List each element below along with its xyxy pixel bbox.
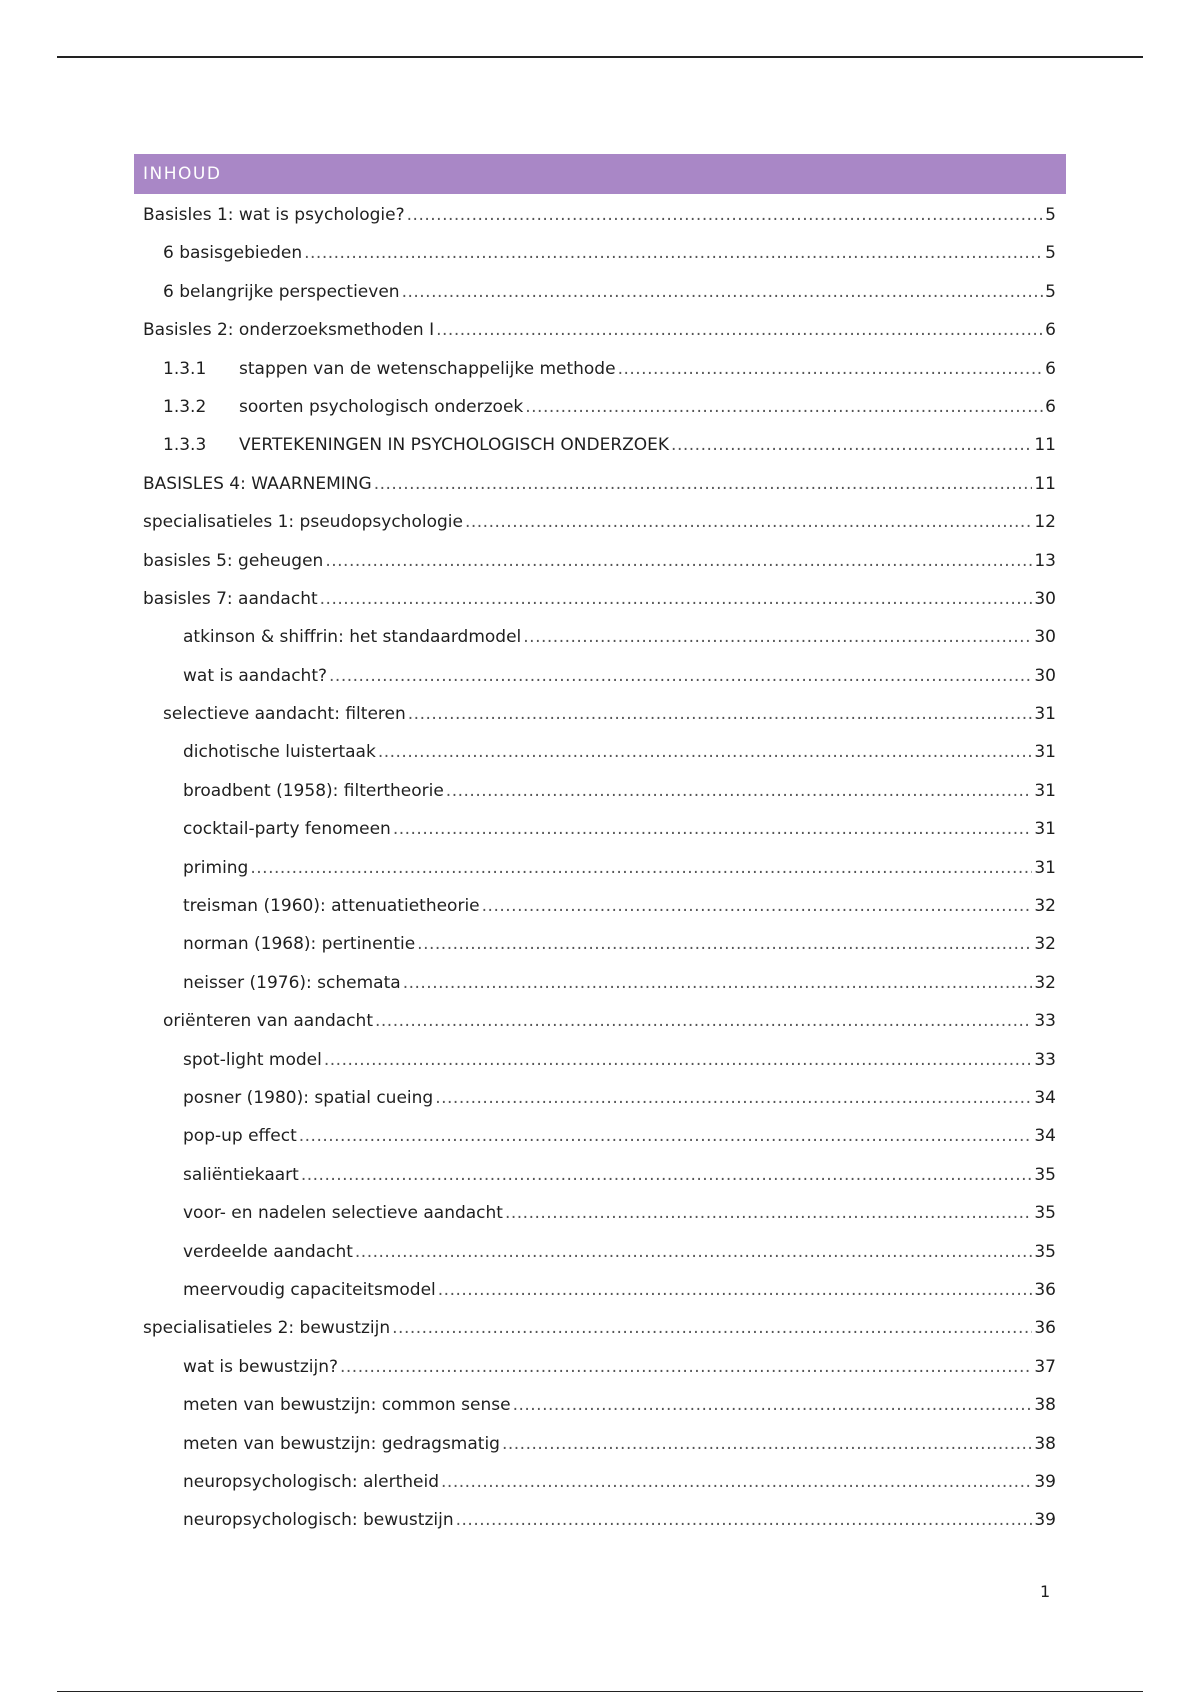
- toc-entry[interactable]: [134, 772, 1066, 810]
- toc-entry-page: 35: [1034, 1164, 1056, 1185]
- toc-entry-label: dichotische luistertaak: [183, 742, 376, 763]
- toc-entry-page: 6: [1045, 396, 1056, 417]
- toc-dot-leader: [456, 1501, 1033, 1539]
- toc-entry[interactable]: [134, 234, 1066, 272]
- toc-dot-leader: [355, 1233, 1032, 1271]
- toc-entry-label: meten van bewustzijn: common sense: [183, 1395, 511, 1416]
- toc-dot-leader: [304, 234, 1043, 272]
- toc-entry-page: 35: [1034, 1203, 1056, 1224]
- toc-entry-label: basisles 5: geheugen: [143, 550, 324, 571]
- toc-entry-label: oriënteren van aandacht: [163, 1011, 373, 1032]
- toc-entry-label: BASISLES 4: WAARNEMING: [143, 473, 372, 494]
- toc-entry-label: wat is bewustzijn?: [183, 1356, 338, 1377]
- toc-dot-leader: [417, 925, 1032, 963]
- toc-entry-page: 34: [1034, 1126, 1056, 1147]
- toc-entry-label: neisser (1976): schemata: [183, 972, 401, 993]
- toc-entry[interactable]: [134, 1463, 1066, 1501]
- toc-entry[interactable]: [134, 465, 1066, 503]
- toc-entry-page: 5: [1045, 205, 1056, 225]
- toc-dot-leader: [299, 1117, 1033, 1155]
- toc-dot-leader: [505, 1194, 1032, 1232]
- toc-entry-page: 33: [1034, 1011, 1056, 1032]
- toc-entry-label: broadbent (1958): filtertheorie: [183, 780, 444, 801]
- toc-entry[interactable]: [134, 1271, 1066, 1309]
- toc-entry-label: basisles 7: aandacht: [143, 588, 318, 609]
- toc-entry[interactable]: [134, 388, 1066, 426]
- toc-entry[interactable]: [134, 196, 1066, 234]
- toc-entry-label: spot-light model: [183, 1049, 322, 1070]
- toc-entry-label: voor- en nadelen selectieve aandacht: [183, 1203, 503, 1224]
- toc-entry-label: verdeelde aandacht: [183, 1241, 353, 1262]
- toc-entry-label: pop-up effect: [183, 1126, 297, 1147]
- toc-dot-leader: [324, 1041, 1032, 1079]
- toc-entry-label: saliëntiekaart: [183, 1164, 299, 1185]
- toc-entry[interactable]: [134, 1386, 1066, 1424]
- toc-entry-label: meten van bewustzijn: gedragsmatig: [183, 1433, 500, 1454]
- toc-entry[interactable]: [134, 618, 1066, 656]
- toc-entry-label: 6 belangrijke perspectieven: [163, 281, 400, 302]
- toc-entry-page: 36: [1034, 1318, 1056, 1339]
- toc-dot-leader: [374, 465, 1033, 503]
- toc-entry[interactable]: [134, 1501, 1066, 1539]
- toc-dot-leader: [301, 1156, 1033, 1194]
- toc-entry-label: Basisles 1: wat is psychologie?: [143, 205, 405, 225]
- toc-entry[interactable]: [134, 1233, 1066, 1271]
- toc-entry-page: 13: [1034, 550, 1056, 571]
- toc-entry-page: 12: [1034, 512, 1056, 533]
- toc-dot-leader: [250, 849, 1032, 887]
- toc-dot-leader: [446, 772, 1033, 810]
- toc-entry[interactable]: [134, 542, 1066, 580]
- toc-dot-leader: [671, 426, 1032, 464]
- toc-entry-label: cocktail-party fenomeen: [183, 819, 391, 840]
- toc-entry[interactable]: [134, 695, 1066, 733]
- toc-entry-page: 31: [1034, 857, 1056, 878]
- toc-entry[interactable]: [134, 887, 1066, 925]
- toc-entry[interactable]: [134, 580, 1066, 618]
- toc-dot-leader: [402, 273, 1044, 311]
- toc-entry-page: 36: [1034, 1279, 1056, 1300]
- toc-dot-leader: [502, 1425, 1032, 1463]
- toc-entry[interactable]: [134, 810, 1066, 848]
- toc-entry[interactable]: [134, 503, 1066, 541]
- toc-entry-page: 31: [1034, 819, 1056, 840]
- toc-entry[interactable]: [134, 1348, 1066, 1386]
- toc-entry-label: norman (1968): pertinentie: [183, 934, 416, 955]
- toc-entry-number: 1.3.3: [163, 435, 207, 456]
- toc-entry[interactable]: [134, 1425, 1066, 1463]
- toc-entry-page: 31: [1034, 780, 1056, 801]
- toc-entry-page: 39: [1034, 1510, 1056, 1531]
- toc-dot-leader: [618, 350, 1044, 388]
- toc-entry-label: priming: [183, 857, 249, 878]
- toc-entry[interactable]: [134, 1002, 1066, 1040]
- toc-entry-number: 1.3.1: [163, 358, 207, 379]
- table-of-contents: [134, 154, 1066, 1540]
- toc-entry[interactable]: [134, 1079, 1066, 1117]
- toc-entry-page: 35: [1034, 1241, 1056, 1262]
- toc-heading: INHOUD: [134, 154, 1066, 194]
- header-rule: [57, 56, 1143, 58]
- toc-entry-page: 11: [1034, 435, 1056, 456]
- toc-dot-leader: [378, 733, 1033, 771]
- toc-entry-page: 32: [1034, 896, 1056, 917]
- toc-dot-leader: [465, 503, 1032, 541]
- toc-entry-page: 30: [1034, 665, 1056, 686]
- toc-entry-page: 33: [1034, 1049, 1056, 1070]
- toc-entry[interactable]: [134, 964, 1066, 1002]
- toc-entry-label: neuropsychologisch: bewustzijn: [183, 1510, 454, 1531]
- toc-entry-page: 32: [1034, 934, 1056, 955]
- toc-entry[interactable]: [134, 657, 1066, 695]
- footer-rule: [57, 1691, 1143, 1692]
- toc-entry[interactable]: [134, 733, 1066, 771]
- toc-entry-label: atkinson & shiffrin: het standaardmodel: [183, 627, 522, 648]
- toc-dot-leader: [438, 1271, 1033, 1309]
- toc-entry-page: 39: [1034, 1471, 1056, 1492]
- toc-entry-label: meervoudig capaciteitsmodel: [183, 1279, 436, 1300]
- toc-entry-label: specialisatieles 2: bewustzijn: [143, 1318, 391, 1339]
- toc-entry[interactable]: [134, 1309, 1066, 1347]
- toc-entry-label: 6 basisgebieden: [163, 243, 303, 264]
- toc-entry-label: specialisatieles 1: pseudopsychologie: [143, 512, 463, 533]
- toc-dot-leader: [436, 311, 1043, 349]
- toc-entry-page: 5: [1045, 243, 1056, 264]
- toc-dot-leader: [329, 657, 1032, 695]
- toc-entry[interactable]: [134, 350, 1066, 388]
- toc-dot-leader: [525, 388, 1043, 426]
- toc-dot-leader: [392, 1309, 1032, 1347]
- toc-dot-leader: [482, 887, 1033, 925]
- toc-list: [134, 196, 1066, 1540]
- toc-dot-leader: [403, 964, 1033, 1002]
- toc-entry[interactable]: [134, 1156, 1066, 1194]
- toc-entry-page: 6: [1045, 320, 1056, 341]
- toc-entry[interactable]: [134, 1041, 1066, 1079]
- toc-entry-page: 11: [1034, 473, 1056, 494]
- toc-dot-leader: [408, 695, 1033, 733]
- toc-entry-page: 30: [1034, 627, 1056, 648]
- toc-entry-label: wat is aandacht?: [183, 665, 328, 686]
- toc-dot-leader: [441, 1463, 1032, 1501]
- toc-dot-leader: [513, 1386, 1033, 1424]
- toc-entry-label: stappen van de wetenschappelijke methode: [239, 358, 616, 379]
- toc-entry-page: 6: [1045, 358, 1056, 379]
- toc-dot-leader: [393, 810, 1033, 848]
- toc-entry[interactable]: [134, 426, 1066, 464]
- toc-entry[interactable]: [134, 849, 1066, 887]
- toc-entry[interactable]: [134, 273, 1066, 311]
- toc-entry-page: 5: [1045, 281, 1056, 302]
- toc-entry[interactable]: [134, 1194, 1066, 1232]
- toc-dot-leader: [523, 618, 1032, 656]
- toc-entry-page: 38: [1034, 1433, 1056, 1454]
- toc-dot-leader: [320, 580, 1033, 618]
- toc-entry-label: neuropsychologisch: alertheid: [183, 1471, 440, 1492]
- toc-entry-label: Basisles 2: onderzoeksmethoden I: [143, 320, 435, 341]
- toc-entry-label: treisman (1960): attenuatietheorie: [183, 896, 480, 917]
- toc-entry-number: 1.3.2: [163, 396, 207, 417]
- toc-entry-page: 38: [1034, 1395, 1056, 1416]
- toc-entry-page: 32: [1034, 972, 1056, 993]
- toc-entry-page: 30: [1034, 588, 1056, 609]
- toc-dot-leader: [407, 196, 1044, 234]
- toc-entry-label: selectieve aandacht: filteren: [163, 704, 406, 725]
- toc-entry[interactable]: [134, 925, 1066, 963]
- toc-entry-page: 31: [1034, 704, 1056, 725]
- toc-entry[interactable]: [134, 311, 1066, 349]
- toc-entry-label: soorten psychologisch onderzoek: [239, 396, 524, 417]
- toc-entry-page: 31: [1034, 742, 1056, 763]
- toc-dot-leader: [435, 1079, 1032, 1117]
- toc-entry-page: 37: [1034, 1356, 1056, 1377]
- toc-entry[interactable]: [134, 1117, 1066, 1155]
- toc-entry-label: VERTEKENINGEN IN PSYCHOLOGISCH ONDERZOEK: [239, 435, 670, 456]
- toc-dot-leader: [375, 1002, 1032, 1040]
- toc-dot-leader: [325, 542, 1032, 580]
- toc-entry-page: 34: [1034, 1087, 1056, 1108]
- toc-dot-leader: [340, 1348, 1032, 1386]
- toc-entry-label: posner (1980): spatial cueing: [183, 1087, 434, 1108]
- page-number: 1: [1040, 1582, 1051, 1601]
